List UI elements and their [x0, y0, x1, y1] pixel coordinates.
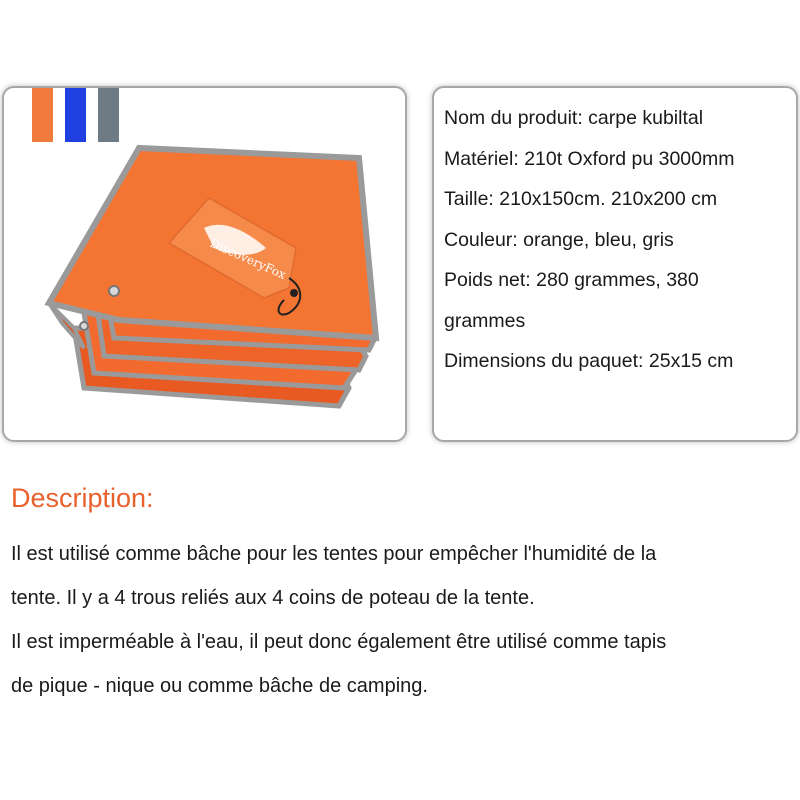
specs-card: [432, 86, 798, 442]
spec-color: Couleur: orange, bleu, gris: [444, 228, 674, 251]
tarp-layers: [49, 148, 376, 406]
spec-product-name: Nom du produit: carpe kubiltal: [444, 107, 704, 129]
description-line: tente. Il y a 4 trous reliés aux 4 coins de poteau de la tente.: [11, 587, 535, 609]
folded-tarp-illustration: [4, 88, 407, 442]
spec-package-dimensions: Dimensions du paquet: 25x15 cm: [444, 350, 734, 372]
description-line: Il est imperméable à l'eau, il peut donc également être utilisé comme tapis: [11, 631, 667, 653]
product-image-card: [2, 86, 407, 442]
spec-size: Taille: 210x150cm. 210x200 cm: [444, 188, 718, 210]
description-line: de pique - nique ou comme bâche de camping.: [11, 675, 428, 697]
spec-material: Matériel: 210t Oxford pu 3000mm: [444, 147, 735, 170]
spec-net-weight: Poids net: 280 grammes, 380 grammes: [444, 269, 699, 332]
description-line: Il est utilisé comme bâche pour les tentes pour empêcher l'humidité de la: [11, 543, 657, 565]
description-heading: Description:: [11, 483, 154, 513]
description-body: [11, 532, 796, 708]
bag-brand-text: DiscoveryFox: [207, 235, 289, 282]
